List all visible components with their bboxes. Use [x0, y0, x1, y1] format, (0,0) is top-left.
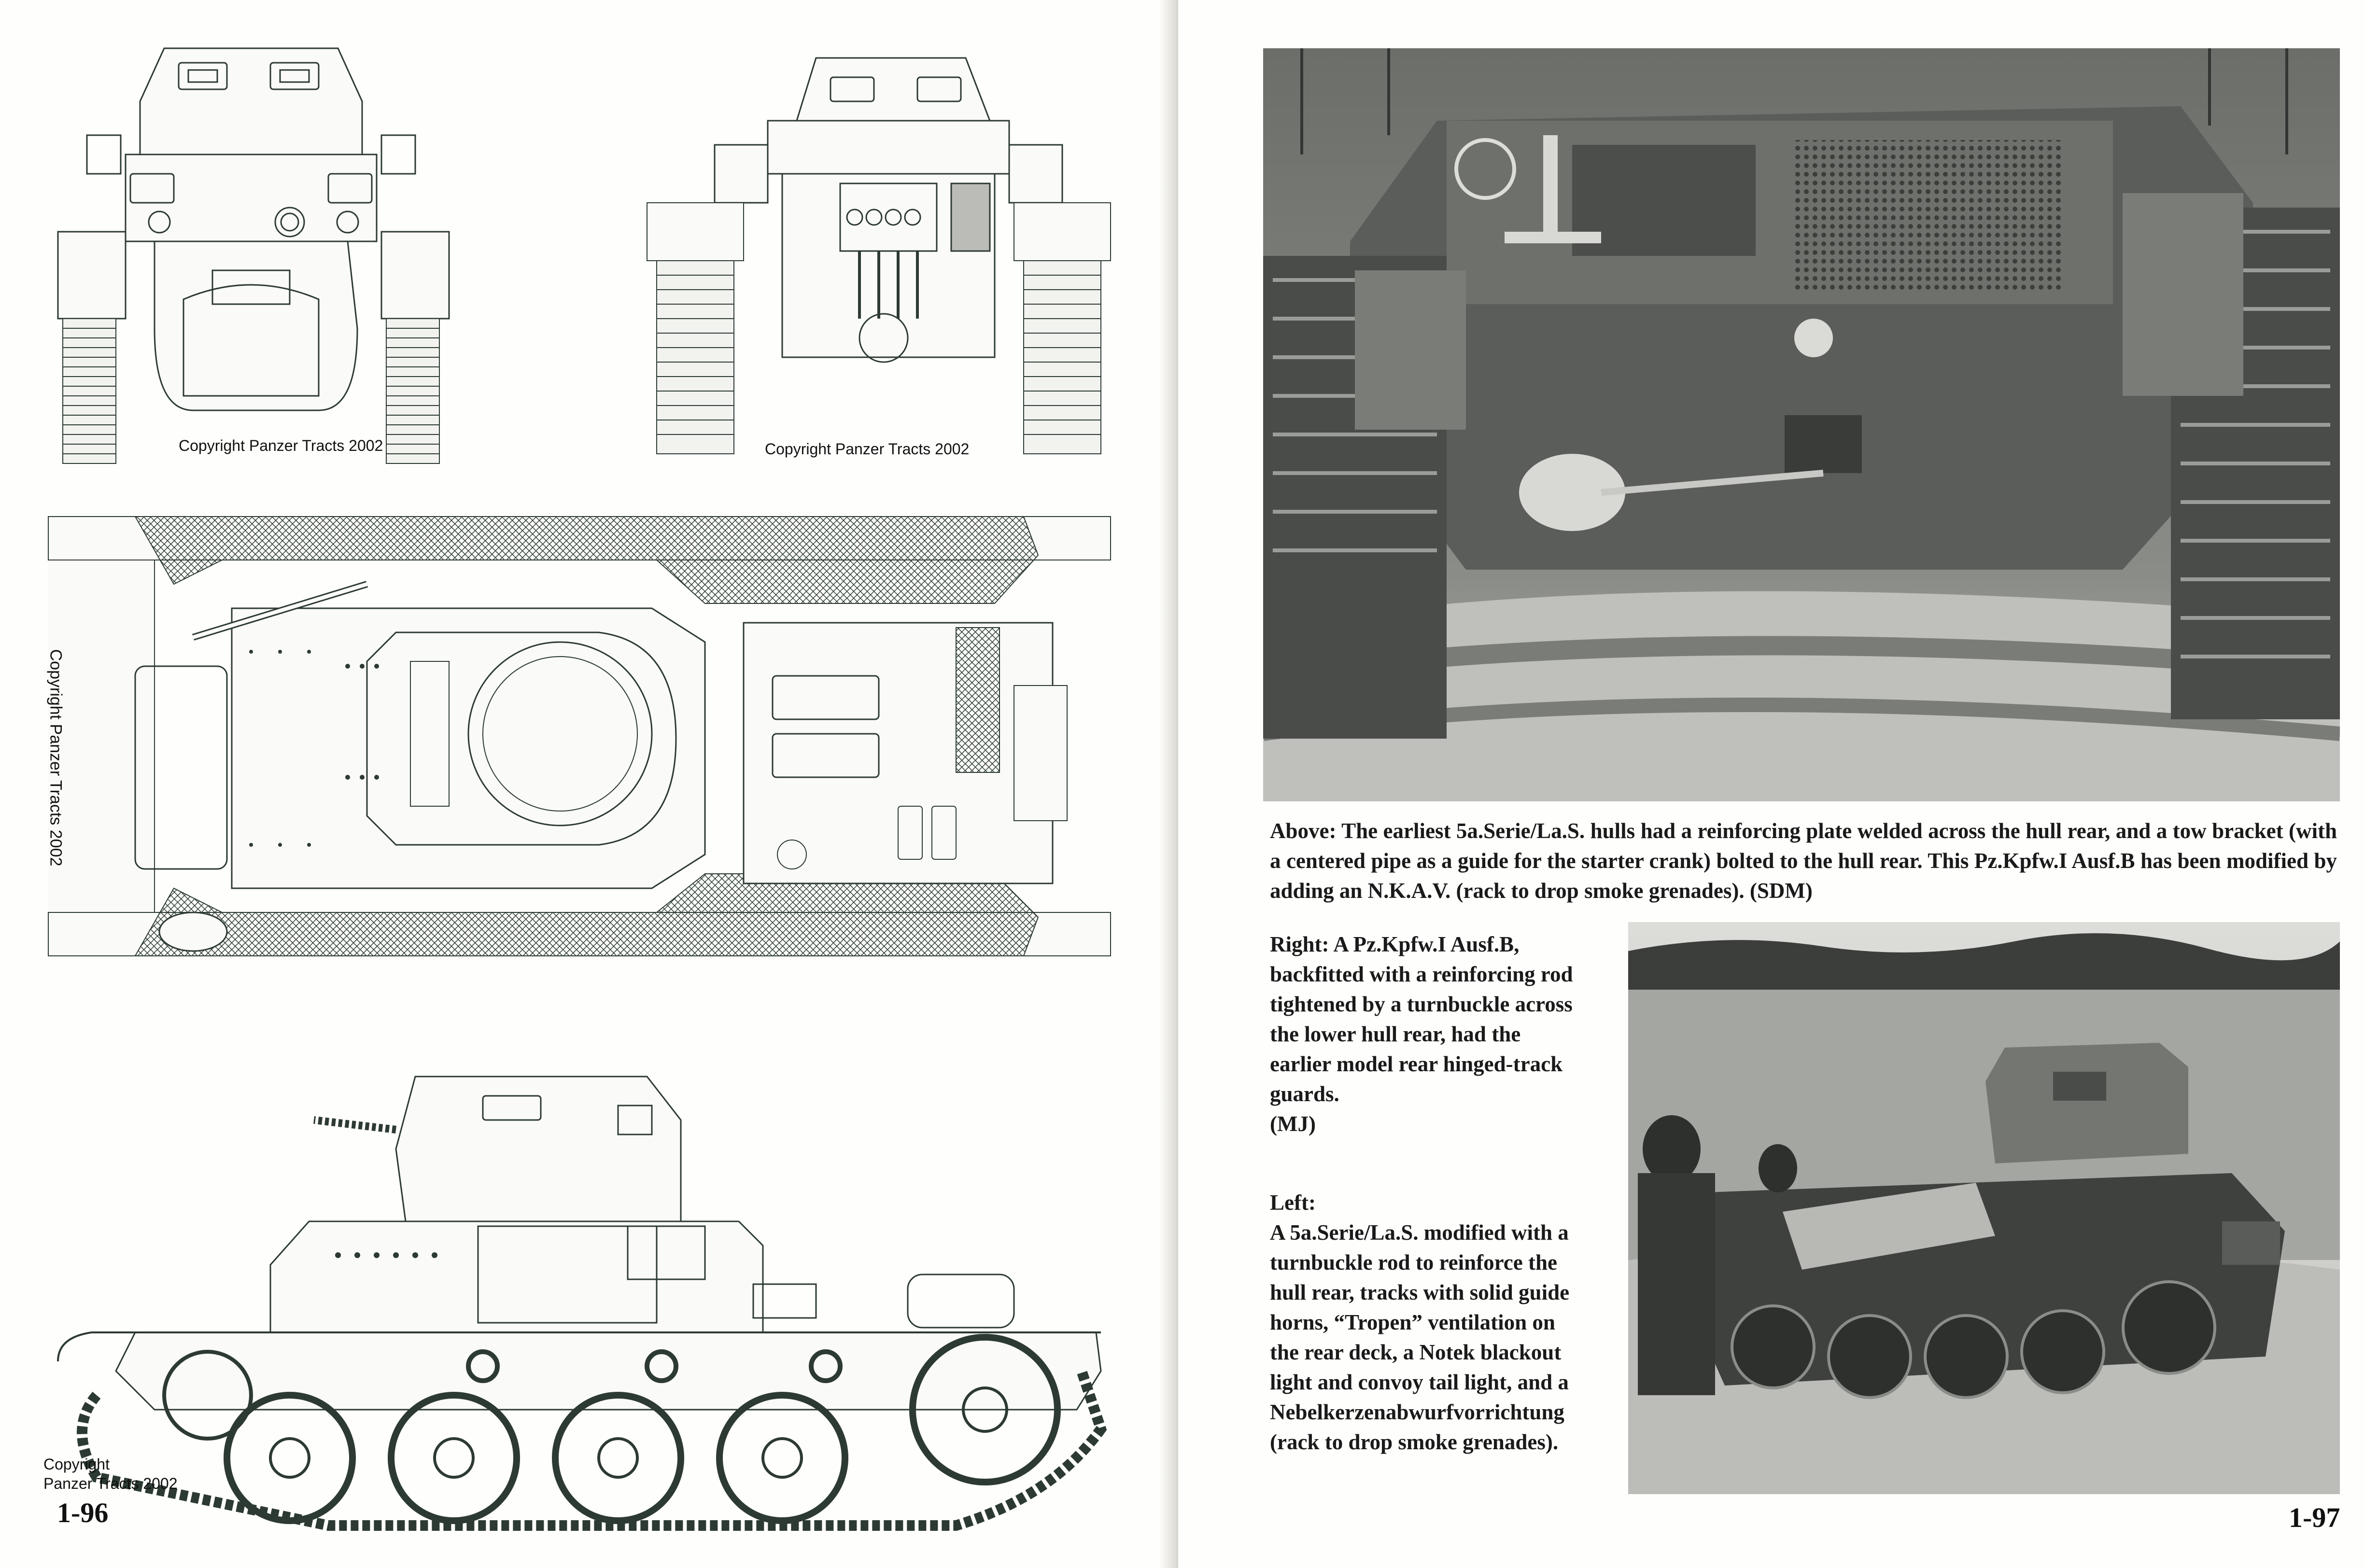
photo-rear-hull-image [1263, 48, 2340, 801]
photo-rear-hull [1263, 48, 2340, 801]
top-view-drawing [29, 507, 1140, 1028]
front-view-illustration [637, 48, 1120, 473]
page-number-left: 1-96 [57, 1497, 109, 1528]
copyright-side-view-line1: Copyright [43, 1456, 110, 1473]
photo-tank-field [1628, 922, 2340, 1494]
caption-right-credit: (MJ) [1270, 1112, 1316, 1136]
copyright-rear-view: Copyright Panzer Tracts 2002 [179, 437, 383, 454]
photo-tank-field-image [1628, 922, 2340, 1494]
caption-left [1270, 1188, 1589, 1457]
copyright-front-view: Copyright Panzer Tracts 2002 [765, 440, 970, 458]
rear-view-illustration [48, 29, 464, 473]
left-page [0, 0, 1168, 1568]
copyright-side-view-line2: Panzer Tracts 2002 [43, 1475, 178, 1492]
caption-left-text: A 5a.Serie/La.S. modified with a turnbuckle rod to reinforce the hull rear, tracks with solid guide horns, “Tropen” ventilation on the rear deck, a Notek blackout light and convoy tail light, and a Nebelkerzenabwurfvorrichtung (rack to drop smoke grenades). [1270, 1220, 1570, 1454]
caption-above [1270, 816, 2337, 906]
copyright-top-view: Copyright Panzer Tracts 2002 [46, 649, 65, 867]
caption-right-text: Right: A Pz.Kpfw.I Ausf.B, backfitted with a reinforcing rod tightened by a turnbuckle across the lower hull rear, had the earlier model rear hinged-track guards. [1270, 932, 1573, 1106]
top-view-illustration [29, 507, 1140, 1028]
caption-left-label: Left: [1270, 1190, 1316, 1215]
side-view-drawing [39, 1062, 1140, 1535]
caption-above-text: Above: The earliest 5a.Serie/La.S. hulls had a reinforcing plate welded across the hull rear, and a tow bracket (with a centered pipe as a guide for the starter crank) bolted to the hull rear. This Pz.Kpfw.I Ausf.B has been modified by adding an N.K.A.V. (rack to drop smoke grenades). (SDM) [1270, 819, 2337, 903]
side-view-illustration [39, 1062, 1140, 1535]
page-number-right: 1-97 [2289, 1502, 2340, 1533]
rear-view-drawing [48, 29, 464, 473]
caption-right [1270, 929, 1579, 1139]
front-view-drawing [637, 48, 1120, 473]
right-page [1178, 0, 2365, 1568]
